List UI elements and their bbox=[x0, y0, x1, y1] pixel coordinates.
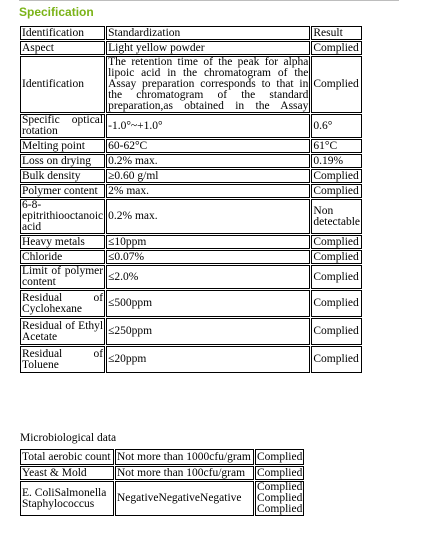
table-cell: Heavy metals bbox=[20, 235, 105, 249]
table-cell: 6-8-epitrithiooctanoic acid bbox=[22, 199, 104, 233]
table-cell: Non detectable bbox=[311, 199, 362, 234]
table-row bbox=[20, 346, 362, 373]
table-row bbox=[20, 56, 362, 113]
table-row bbox=[20, 290, 362, 317]
table-row bbox=[20, 235, 362, 249]
table-cell: Loss on drying bbox=[20, 154, 105, 168]
table-cell: 0.2% max. bbox=[106, 199, 310, 234]
table-cell: Total aerobic count bbox=[20, 449, 114, 465]
table-cell: ≤20ppm bbox=[106, 346, 310, 373]
table-cell: Melting point bbox=[20, 139, 105, 153]
table-header-row bbox=[20, 26, 362, 40]
table-cell: 61°C bbox=[311, 139, 362, 153]
table-cell: Yeast & Mold bbox=[20, 466, 114, 480]
table-cell: -1.0°~+1.0° bbox=[106, 114, 310, 138]
table-cell: Residual of Cyclohexane bbox=[20, 290, 105, 317]
table-row bbox=[20, 250, 362, 264]
section-heading: Specification bbox=[19, 5, 94, 19]
table-row bbox=[20, 265, 362, 289]
table-cell: E. ColiSalmonella Staphylococcus bbox=[20, 481, 114, 516]
header-cell: Result bbox=[311, 26, 362, 40]
microbiological-title: Microbiological data bbox=[20, 432, 117, 444]
table-cell: Identification bbox=[20, 56, 105, 113]
specification-table bbox=[19, 25, 363, 374]
table-cell: Complied bbox=[257, 466, 303, 479]
table-cell: Complied bbox=[311, 265, 362, 289]
header-cell: Standardization bbox=[106, 26, 310, 40]
microbiological-table bbox=[19, 448, 305, 517]
table-cell: ≤0.07% bbox=[106, 250, 310, 264]
table-cell: Complied bbox=[311, 318, 362, 345]
table-row bbox=[20, 318, 362, 345]
table-cell: Chloride bbox=[20, 250, 105, 264]
table-row bbox=[20, 199, 362, 234]
table-cell: Complied bbox=[311, 184, 362, 198]
table-cell: Residual of Toluene bbox=[20, 346, 105, 373]
table-cell: 0.6° bbox=[311, 114, 362, 138]
table-row bbox=[20, 139, 362, 153]
table-cell: The retention time of the peak for alpha lipoic acid in the chromatogram of the Assay preparation corresponds to that in the chromatogram of the standard preparation,as obtained in the Assay bbox=[108, 56, 309, 112]
table-cell: Complied bbox=[311, 41, 362, 55]
table-row bbox=[20, 154, 362, 168]
table-cell: Complied Complied Complied bbox=[257, 481, 303, 515]
table-row bbox=[20, 449, 304, 465]
table-row bbox=[20, 466, 304, 480]
table-cell: Polymer content bbox=[20, 184, 105, 198]
table-cell: ≤2.0% bbox=[106, 265, 310, 289]
table-cell: Complied bbox=[311, 250, 362, 264]
table-cell: 60-62°C bbox=[106, 139, 310, 153]
table-cell: 0.2% max. bbox=[106, 154, 310, 168]
table-cell: Residual of Ethyl Acetate bbox=[20, 318, 105, 345]
table-cell: ≤500ppm bbox=[106, 290, 310, 317]
table-cell: Bulk density bbox=[20, 169, 105, 183]
table-row bbox=[20, 184, 362, 198]
table-cell: Complied bbox=[311, 290, 362, 317]
table-cell: Complied bbox=[311, 346, 362, 373]
table-cell: Not more than 100cfu/gram bbox=[115, 466, 254, 480]
table-row bbox=[20, 169, 362, 183]
table-cell: Complied bbox=[311, 56, 362, 113]
table-cell: 2% max. bbox=[106, 184, 310, 198]
table-cell: Specific optical rotation bbox=[22, 114, 104, 137]
table-cell: Complied bbox=[311, 235, 362, 249]
table-cell: ≥0.60 g/ml bbox=[106, 169, 310, 183]
table-cell: NegativeNegativeNegative bbox=[115, 481, 254, 516]
table-row bbox=[20, 481, 304, 516]
top-divider bbox=[19, 0, 399, 2]
table-row bbox=[20, 114, 362, 138]
table-cell: Limit of polymer content bbox=[22, 265, 104, 288]
table-cell: ≤250ppm bbox=[106, 318, 310, 345]
table-cell: Complied bbox=[255, 449, 304, 465]
table-cell: Complied bbox=[311, 169, 362, 183]
table-cell: ≤10ppm bbox=[106, 235, 310, 249]
table-cell: 0.19% bbox=[311, 154, 362, 168]
table-row bbox=[20, 41, 362, 55]
header-cell: Identification bbox=[20, 26, 105, 40]
table-cell: Aspect bbox=[20, 41, 105, 55]
table-cell: Not more than 1000cfu/gram bbox=[115, 449, 254, 465]
table-cell: Light yellow powder bbox=[106, 41, 310, 55]
